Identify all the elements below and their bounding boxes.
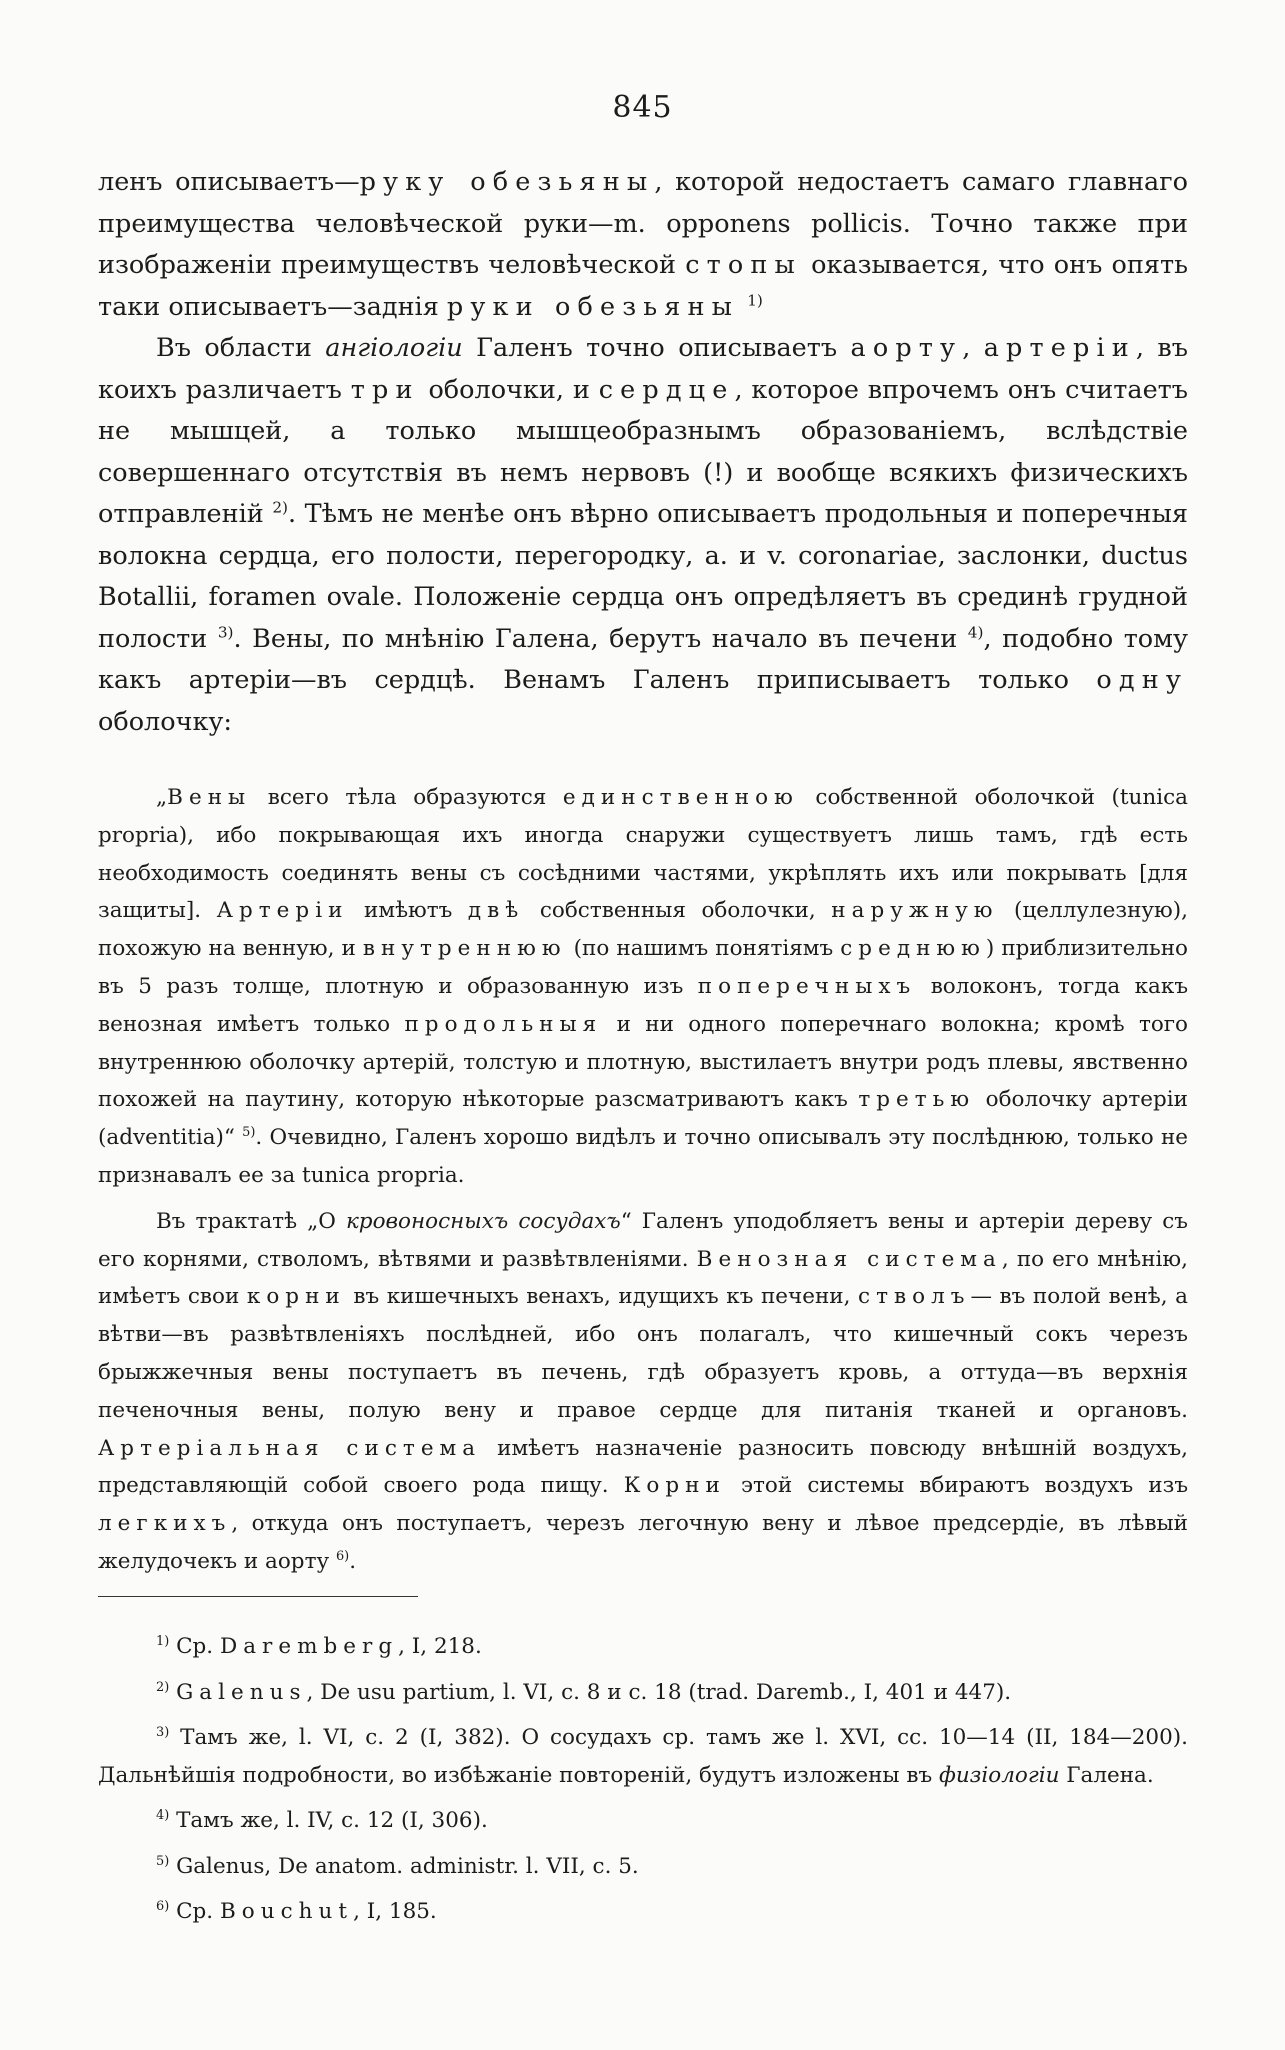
text-run: , которое впрочемъ онъ считаетъ не мышцей, а только мышцеобразнымъ образованіемъ, вслѣдствіе совершеннаго отсутствія въ немъ нервовъ (!) и вообще всякихъ физическихъ отправленій [98, 374, 1188, 529]
spaced-term: поперечныхъ [697, 973, 917, 999]
text-run: . [349, 1548, 357, 1574]
text-run: Ср. [169, 1634, 220, 1659]
main-text [98, 162, 1188, 743]
spaced-term: Bouchut [219, 1899, 354, 1924]
text-run: , I, 185. [353, 1899, 437, 1924]
text-run: (целлулезную), похожую на венную, и [98, 898, 1188, 962]
text-run: , I, 218. [398, 1634, 482, 1659]
footnote-mark: 3) [156, 1724, 170, 1740]
text-run: и ни одного поперечнаго волокна; кромѣ того внутреннюю оболочку артерій, толстую и плотную, выстилаетъ внутри родъ плевы, явственно похожей на паутину, которую нѣкоторые разсматриваютъ какъ [98, 1011, 1188, 1113]
footnote-ref: 1) [747, 291, 763, 309]
text-run: Тамъ же, l. VI, c. 2 (I, 382). О сосудахъ ср. тамъ же l. XVI, cc. 10—14 (II, 184—200). Дальнѣйшія подробности, во избѣжаніе повтореній, будутъ изложены въ [98, 1725, 1188, 1788]
text-run: . Очевидно, Галенъ хорошо видѣлъ и точно описывалъ эту послѣднюю, только не признавалъ ее за tunica propria. [98, 1125, 1188, 1188]
text-run: волоконъ, тогда какъ венозная имѣетъ только [98, 973, 1188, 1037]
spaced-term: Вены [167, 785, 252, 810]
footnote-5 [98, 1848, 1188, 1886]
spaced-term: наружную [831, 898, 999, 924]
spaced-term: стопы [685, 250, 802, 280]
spaced-term: двѣ [467, 898, 525, 924]
text-run: ) приблизительно въ 5 разъ толще, плотную и образованную изъ [98, 936, 1189, 999]
text-run: , подобно тому какъ артеріи—въ сердцѣ. Венамъ Галенъ приписываетъ только [98, 623, 1189, 695]
text-run: , De usu partium, l. VI, c. 8 и c. 18 (trad. Daremb., I, 401 и 447). [306, 1679, 1012, 1705]
text-run: Galenus, De anatom. administr. l. VII, c. 5. [169, 1853, 639, 1879]
text-run: имѣютъ [348, 898, 468, 924]
footnote-ref: 4) [967, 623, 984, 641]
spaced-term: стволъ [858, 1284, 971, 1310]
spaced-term: Galenus [176, 1679, 307, 1705]
footnote-3 [98, 1719, 1188, 1794]
text-run: собственныя оболочки, [524, 898, 832, 924]
page-number: 845 [612, 90, 673, 125]
text-run: имѣетъ назначеніе разносить повсюду внѣшній воздухъ, представляющій собой своего рода пищу. [98, 1435, 1188, 1499]
footnote-ref: 6) [335, 1548, 350, 1564]
spaced-term: три [350, 374, 420, 405]
footnote-mark: 4) [156, 1807, 170, 1823]
italic-term: кровоносныхъ сосудахъ [345, 1208, 621, 1234]
footnote-6 [98, 1893, 1188, 1931]
spaced-term: аорту [850, 333, 963, 363]
spaced-term: среднюю [840, 936, 986, 962]
text-run: Въ трактатѣ „О [156, 1208, 346, 1234]
text-run: этой системы вбираютъ воздухъ изъ [725, 1473, 1188, 1499]
text-run: , откуда онъ поступаетъ, черезъ легочную вену и лѣвое предсердіе, въ лѣвый желудочекъ и аорту [98, 1511, 1188, 1574]
spaced-term: руки обезьяны [446, 291, 740, 322]
quote-paragraph-vessels [98, 1203, 1188, 1581]
spaced-term: внутреннюю [362, 936, 567, 962]
footnote-ref: 3) [217, 623, 234, 641]
italic-term: ангіологіи [325, 333, 463, 363]
text-run: оказывается, что онъ опять таки описываетъ—заднія [98, 250, 1188, 322]
spaced-term: руку обезьяны [359, 167, 655, 197]
text-run: , по его мнѣнію, имѣетъ свои [98, 1246, 1188, 1310]
quoted-passage [98, 779, 1188, 1581]
footnote-2 [98, 1674, 1188, 1712]
text-run: Въ области [156, 333, 326, 363]
spaced-term: корни [246, 1284, 346, 1310]
footnote-mark: 1) [156, 1633, 170, 1649]
quote-paragraph-veins [98, 779, 1188, 1195]
text-run: собственной оболочкой (tunica propria), ибо покрывающая ихъ иногда снаружи существуетъ лишь тамъ, гдѣ есть необходимость соединять вены съ сосѣдними частями, укрѣплять ихъ или покрывать [для защиты]. [98, 785, 1188, 924]
spaced-term: Daremberg [219, 1634, 399, 1659]
footnote-1 [98, 1628, 1188, 1666]
paragraph-angiology [98, 328, 1188, 743]
spaced-term: единственною [562, 785, 799, 810]
footnote-4 [98, 1802, 1188, 1840]
text-run: Галена. [1059, 1762, 1154, 1788]
spaced-term: Артеріальная система [98, 1435, 482, 1461]
footnote-ref: 2) [272, 498, 289, 517]
text-run: . Вены, по мнѣнію Галена, берутъ начало въ печени [233, 623, 968, 654]
text-run: , въ коихъ различаетъ [98, 333, 1188, 405]
text-run: Галенъ точно описываетъ [462, 333, 851, 363]
text-run: всего тѣла образуются [251, 785, 563, 810]
text-run: “ Галенъ уподобляетъ вены и артеріи дереву съ его корнями, стволомъ, вѣтвями и развѣтвленіями. [98, 1208, 1188, 1272]
spaced-term: Артеріи [216, 898, 349, 924]
footnotes [98, 1628, 1188, 1931]
text-run: оболочку артеріи (adventitia)“ [98, 1087, 1188, 1151]
italic-term: физіологіи [938, 1762, 1060, 1788]
text-run: . Тѣмъ не менѣе онъ вѣрно описываетъ продольныя и поперечныя волокна сердца, его полости, перегородку, a. и v. coronariae, заслонки, ductus Botallii, foramen ovale. Положеніе сердца онъ опредѣляетъ въ срединѣ грудной полости [98, 499, 1188, 654]
text-run: „ [156, 785, 168, 810]
spaced-term: третью [858, 1087, 976, 1113]
spaced-term: одну [1096, 665, 1188, 695]
spaced-term: продольныя [404, 1011, 603, 1037]
text-run: Тамъ же, l. IV, c. 12 (I, 306). [169, 1808, 488, 1833]
text-run: въ кишечныхъ венахъ, идущихъ къ печени, [345, 1284, 859, 1310]
footnote-mark: 2) [156, 1679, 170, 1695]
text-run: оболочку: [98, 706, 232, 737]
spaced-term: Венозная система [696, 1246, 1002, 1272]
footnote-mark: 5) [156, 1853, 170, 1869]
footnote-ref: 5) [242, 1125, 256, 1141]
text-run: , [962, 333, 984, 363]
spaced-term: артеріи [983, 333, 1136, 363]
text-run: (по нашимъ понятіямъ [566, 936, 841, 962]
text-run: оболочки, и [419, 374, 599, 405]
spaced-term: легкихъ [98, 1511, 232, 1537]
spaced-term: Корни [623, 1473, 726, 1499]
footnote-mark: 6) [156, 1898, 170, 1914]
text-run: ленъ описываетъ— [98, 167, 360, 197]
paragraph-hand-foot [98, 162, 1188, 328]
spaced-term: сердце [598, 374, 735, 405]
footnote-divider [98, 1596, 418, 1597]
text-run: — въ полой венѣ, а вѣтви—въ развѣтвленіяхъ послѣдней, ибо онъ полагалъ, что кишечный сокъ черезъ брыжжечныя вены поступаетъ въ печень, гдѣ образуетъ кровь, а оттуда—въ верхнія печеночныя вены, полую вену и правое сердце для питанія тканей и органовъ. [98, 1284, 1188, 1423]
text-run: , которой недостаетъ самаго главнаго преимущества человѣческой руки—m. opponens pollicis. Точно также при изображеніи преимуществъ человѣческой [98, 167, 1188, 280]
text-run: Ср. [169, 1899, 220, 1924]
